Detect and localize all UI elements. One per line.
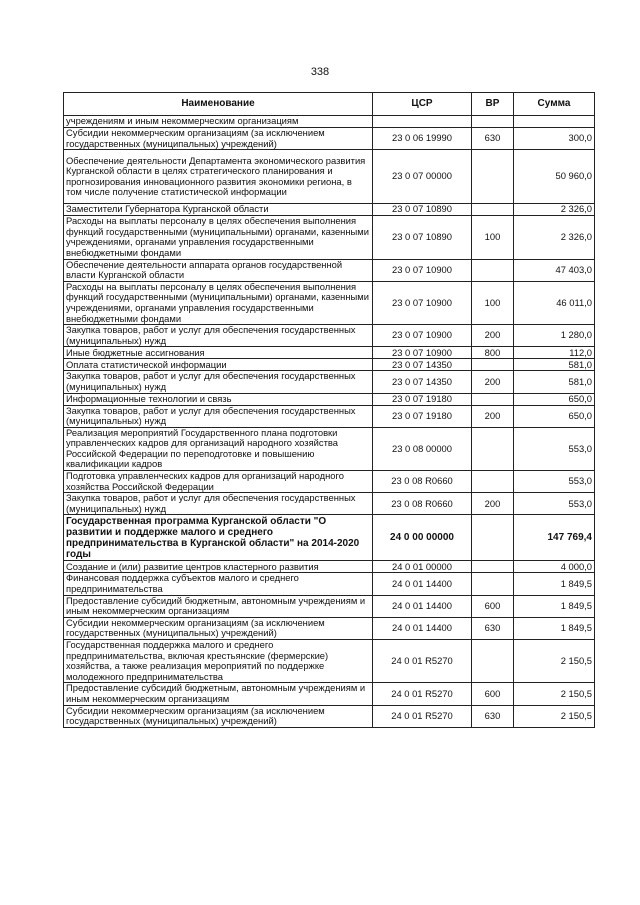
cell-vr (472, 359, 514, 371)
cell-csr: 23 0 07 10890 (373, 204, 472, 216)
budget-table (63, 92, 595, 728)
cell-csr: 24 0 01 14400 (373, 595, 472, 617)
cell-sum: 2 326,0 (514, 204, 595, 216)
cell-name: Реализация мероприятий Государственного плана подготовки управленческих кадров для организаций народного хозяйства Российской Федерации по переподготовке и повышению квалификации кадров (64, 427, 373, 470)
cell-csr: 23 0 07 10900 (373, 259, 472, 281)
cell-vr: 200 (472, 493, 514, 515)
table-row (64, 561, 595, 573)
cell-vr (472, 393, 514, 405)
cell-name: Субсидии некоммерческим организациям (за исключением государственных (муниципальных) учреждений) (64, 705, 373, 727)
cell-name: Иные бюджетные ассигнования (64, 347, 373, 359)
cell-name: Закупка товаров, работ и услуг для обеспечения государственных (муниципальных) нужд (64, 325, 373, 347)
cell-vr: 100 (472, 216, 514, 259)
cell-vr: 630 (472, 617, 514, 639)
table-row (64, 405, 595, 427)
cell-sum: 2 150,5 (514, 640, 595, 683)
cell-name: Субсидии некоммерческим организациям (за исключением государственных (муниципальных) учреждений) (64, 617, 373, 639)
header-vr: ВР (472, 93, 514, 116)
cell-vr: 200 (472, 371, 514, 393)
cell-sum: 581,0 (514, 359, 595, 371)
table-row (64, 150, 595, 204)
cell-vr (472, 427, 514, 470)
table-row (64, 371, 595, 393)
cell-vr: 600 (472, 595, 514, 617)
cell-vr (472, 640, 514, 683)
cell-csr: 23 0 07 14350 (373, 371, 472, 393)
cell-csr: 24 0 01 R5270 (373, 705, 472, 727)
cell-csr: 23 0 07 10900 (373, 281, 472, 324)
cell-vr (472, 150, 514, 204)
cell-name: Закупка товаров, работ и услуг для обеспечения государственных (муниципальных) нужд (64, 405, 373, 427)
cell-sum: 1 849,5 (514, 617, 595, 639)
cell-vr (472, 573, 514, 595)
cell-name: Финансовая поддержка субъектов малого и среднего предпринимательства (64, 573, 373, 595)
cell-csr: 24 0 00 00000 (373, 515, 472, 561)
cell-sum: 1 849,5 (514, 573, 595, 595)
cell-vr (472, 515, 514, 561)
table-row (64, 705, 595, 727)
table-row (64, 493, 595, 515)
cell-name: Предоставление субсидий бюджетным, автономным учреждениям и иным некоммерческим организациям (64, 683, 373, 705)
cell-sum: 2 326,0 (514, 216, 595, 259)
cell-sum: 50 960,0 (514, 150, 595, 204)
cell-vr: 800 (472, 347, 514, 359)
table-row (64, 617, 595, 639)
cell-csr: 23 0 08 R0660 (373, 471, 472, 493)
header-name: Наименование (64, 93, 373, 116)
cell-sum: 147 769,4 (514, 515, 595, 561)
cell-vr: 200 (472, 325, 514, 347)
cell-csr: 23 0 07 19180 (373, 393, 472, 405)
cell-csr: 23 0 07 10900 (373, 325, 472, 347)
cell-name: Государственная поддержка малого и среднего предпринимательства, включая крестьянские (фермерские) хозяйства, а также реализация мероприятий по поддержке молодежного предпринимательства (64, 640, 373, 683)
cell-csr: 23 0 07 10890 (373, 216, 472, 259)
cell-sum: 553,0 (514, 471, 595, 493)
cell-vr: 630 (472, 128, 514, 150)
cell-csr: 23 0 07 10900 (373, 347, 472, 359)
cell-csr (373, 116, 472, 128)
cell-sum: 553,0 (514, 493, 595, 515)
cell-csr: 24 0 01 14400 (373, 617, 472, 639)
cell-sum: 2 150,5 (514, 705, 595, 727)
cell-name: Субсидии некоммерческим организациям (за исключением государственных (муниципальных) учреждений) (64, 128, 373, 150)
cell-vr (472, 259, 514, 281)
cell-csr: 23 0 07 14350 (373, 359, 472, 371)
cell-vr: 630 (472, 705, 514, 727)
cell-name: Обеспечение деятельности Департамента экономического развития Курганской области в целях стратегического планирования и прогнозирования инновационного развития экономики региона, в том числе получение статистической информации (64, 150, 373, 204)
header-csr: ЦСР (373, 93, 472, 116)
cell-name: Расходы на выплаты персоналу в целях обеспечения выполнения функций государственными (муниципальными) органами, казенными учреждениями, органами управления государственными внебюджетными фондами (64, 216, 373, 259)
table-header-row (64, 93, 595, 116)
cell-sum (514, 116, 595, 128)
cell-vr: 600 (472, 683, 514, 705)
cell-sum: 650,0 (514, 405, 595, 427)
cell-sum: 581,0 (514, 371, 595, 393)
cell-sum: 2 150,5 (514, 683, 595, 705)
cell-name: Оплата статистической информации (64, 359, 373, 371)
cell-sum: 112,0 (514, 347, 595, 359)
cell-sum: 650,0 (514, 393, 595, 405)
table-row (64, 259, 595, 281)
cell-name: Государственная программа Курганской области "О развитии и поддержке малого и среднего предпринимательства в Курганской области" на 2014-2020 годы (64, 515, 373, 561)
table-row (64, 515, 595, 561)
table-row (64, 281, 595, 324)
cell-name: Заместители Губернатора Курганской области (64, 204, 373, 216)
cell-csr: 23 0 08 R0660 (373, 493, 472, 515)
cell-csr: 23 0 07 19180 (373, 405, 472, 427)
table-row (64, 128, 595, 150)
table-row (64, 683, 595, 705)
table-row (64, 325, 595, 347)
cell-name: учреждениям и иным некоммерческим организациям (64, 116, 373, 128)
table-row (64, 573, 595, 595)
cell-vr (472, 471, 514, 493)
cell-csr: 24 0 01 R5270 (373, 683, 472, 705)
table-row (64, 204, 595, 216)
header-sum: Сумма (514, 93, 595, 116)
table-row (64, 471, 595, 493)
cell-csr: 24 0 01 00000 (373, 561, 472, 573)
cell-sum: 47 403,0 (514, 259, 595, 281)
table-row (64, 393, 595, 405)
cell-name: Создание и (или) развитие центров кластерного развития (64, 561, 373, 573)
cell-sum: 553,0 (514, 427, 595, 470)
cell-csr: 24 0 01 R5270 (373, 640, 472, 683)
cell-vr: 200 (472, 405, 514, 427)
cell-sum: 300,0 (514, 128, 595, 150)
table-row (64, 640, 595, 683)
cell-sum: 1 849,5 (514, 595, 595, 617)
table-body (64, 116, 595, 728)
cell-vr (472, 116, 514, 128)
cell-vr (472, 561, 514, 573)
cell-csr: 23 0 06 19990 (373, 128, 472, 150)
cell-sum: 46 011,0 (514, 281, 595, 324)
cell-vr: 100 (472, 281, 514, 324)
cell-name: Закупка товаров, работ и услуг для обеспечения государственных (муниципальных) нужд (64, 493, 373, 515)
cell-name: Обеспечение деятельности аппарата органов государственной власти Курганской области (64, 259, 373, 281)
table-row (64, 595, 595, 617)
table-row (64, 427, 595, 470)
cell-name: Информационные технологии и связь (64, 393, 373, 405)
table-row (64, 116, 595, 128)
cell-name: Расходы на выплаты персоналу в целях обеспечения выполнения функций государственными (муниципальными) органами, казенными учреждениями, органами управления государственными внебюджетными фондами (64, 281, 373, 324)
page-number: 338 (310, 66, 330, 78)
cell-sum: 4 000,0 (514, 561, 595, 573)
cell-name: Подготовка управленческих кадров для организаций народного хозяйства Российской Федерации (64, 471, 373, 493)
cell-csr: 23 0 07 00000 (373, 150, 472, 204)
cell-name: Закупка товаров, работ и услуг для обеспечения государственных (муниципальных) нужд (64, 371, 373, 393)
cell-vr (472, 204, 514, 216)
table-row (64, 359, 595, 371)
cell-name: Предоставление субсидий бюджетным, автономным учреждениям и иным некоммерческим организациям (64, 595, 373, 617)
cell-sum: 1 280,0 (514, 325, 595, 347)
cell-csr: 24 0 01 14400 (373, 573, 472, 595)
table-row (64, 216, 595, 259)
cell-csr: 23 0 08 00000 (373, 427, 472, 470)
table-row (64, 347, 595, 359)
